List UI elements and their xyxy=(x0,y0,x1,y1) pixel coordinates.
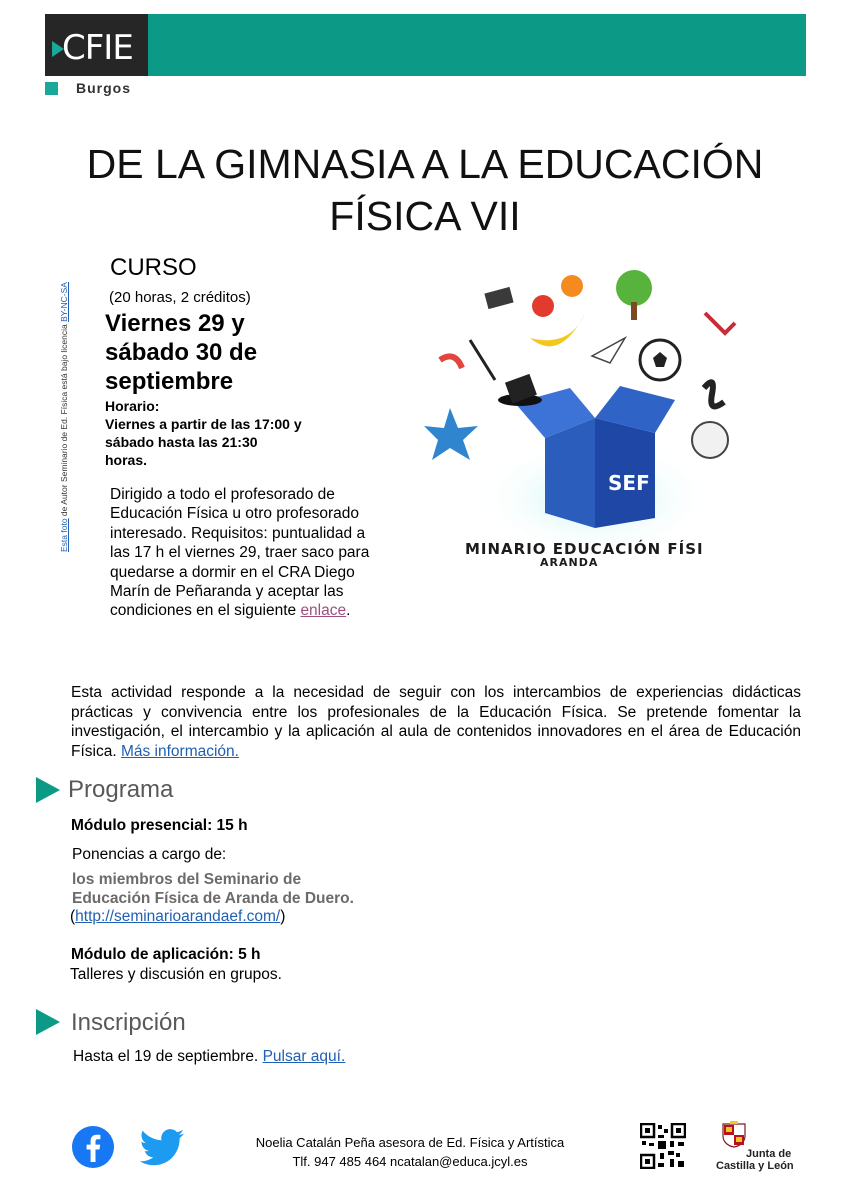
seminar-url-link[interactable]: http://seminarioarandaef.com/ xyxy=(75,908,281,925)
paper-plane-icon xyxy=(592,338,625,363)
audience-end: . xyxy=(346,602,351,620)
inscripcion-line xyxy=(73,1048,345,1066)
tree-icon xyxy=(616,270,652,306)
intro-text: Esta actividad responde a la necesidad de seguir con los intercambios de experiencias didácticas prácticas y convivencia entre los profesionales de la Educación Física. Se pretende fomentar la investigación, el intercambio y la aplicación al aula de contenidos innovadores en el área de Educación Física. xyxy=(71,684,801,760)
orange-icon xyxy=(561,275,583,297)
ribbon-icon xyxy=(440,356,462,368)
ponencias-label: Ponencias a cargo de: xyxy=(72,846,227,863)
box-label: SEF xyxy=(608,471,650,495)
register-link[interactable]: Pulsar aquí. xyxy=(262,1048,346,1065)
image-caption-1: MINARIO EDUCACIÓN FÍSI xyxy=(465,540,704,558)
speakers-line-1: los miembros del Seminario de xyxy=(72,871,302,888)
course-schedule xyxy=(105,397,345,469)
junta-logo xyxy=(716,1148,794,1172)
inscripcion-heading: Inscripción xyxy=(71,1009,186,1036)
schedule-line-2: sábado hasta las 21:30 xyxy=(105,434,258,450)
banana-icon xyxy=(530,313,585,346)
seminar-illustration xyxy=(420,268,750,588)
credit-photo-link[interactable]: Esta foto xyxy=(59,518,69,552)
programa-arrow-icon xyxy=(36,777,60,803)
twitter-icon[interactable] xyxy=(139,1129,185,1167)
course-type: CURSO xyxy=(110,254,197,281)
qr-code-icon[interactable] xyxy=(640,1123,686,1169)
junta-shield-icon xyxy=(722,1121,746,1148)
header-bar xyxy=(45,14,806,76)
talleres-text: Talleres y discusión en grupos. xyxy=(70,966,282,983)
hurdle-icon xyxy=(705,313,735,333)
logo-subtitle: Burgos xyxy=(76,80,131,96)
tree-trunk xyxy=(631,302,637,320)
facebook-icon[interactable] xyxy=(71,1125,115,1169)
dates-line-2: sábado 30 de xyxy=(105,339,258,366)
title-line-2: FÍSICA VII xyxy=(329,193,521,239)
module-presencial: Módulo presencial: 15 h xyxy=(71,817,248,834)
activity-description xyxy=(71,683,801,761)
logo-text: CFIE xyxy=(62,28,133,68)
apple-icon xyxy=(532,295,554,317)
star-icon xyxy=(424,408,478,460)
course-hours: (20 horas, 2 créditos) xyxy=(109,289,251,306)
dates-line-3: septiembre xyxy=(105,368,234,395)
contact-info xyxy=(230,1133,590,1171)
url-open: ( xyxy=(70,908,76,925)
schedule-line-1: Viernes a partir de las 17:00 y xyxy=(105,416,302,432)
junta-line-2: Castilla y León xyxy=(716,1160,794,1172)
credit-license-link[interactable]: BY-NC-SA xyxy=(59,282,69,322)
inscripcion-arrow-icon xyxy=(36,1009,60,1035)
mortarboard-icon xyxy=(484,287,513,309)
credit-text: de Autor Seminario de Ed. Física está bajo licencia xyxy=(59,321,69,519)
audience-text: Dirigido a todo el profesorado de Educación Física u otro profesorado interesado. Requisitos: puntualidad a las 17 h el viernes 29, traer saco para quedarse a dormir en el CRA Diego Marín de Peñaranda y aceptar las condiciones en el siguiente xyxy=(110,486,370,620)
programa-heading: Programa xyxy=(68,776,174,803)
page-title xyxy=(40,138,810,242)
course-dates xyxy=(105,309,365,396)
image-caption-2: ARANDA xyxy=(540,556,599,569)
dates-line-1: Viernes 29 y xyxy=(105,310,245,337)
contact-name: Noelia Catalán Peña asesora de Ed. Física y Artística xyxy=(255,1135,565,1150)
baton-icon xyxy=(470,340,495,380)
title-line-1: DE LA GIMNASIA A LA EDUCACIÓN xyxy=(86,141,764,187)
volleyball-icon xyxy=(692,422,728,458)
inscripcion-text: Hasta el 19 de septiembre. xyxy=(73,1048,263,1065)
logo-square xyxy=(45,82,58,95)
module-aplicacion: Módulo de aplicación: 5 h xyxy=(71,946,261,963)
schedule-label: Horario: xyxy=(105,398,160,414)
contact-phone-email: Tlf. 947 485 464 ncatalan@educa.jcyl.es xyxy=(292,1154,528,1169)
more-info-link[interactable]: Más información. xyxy=(120,742,239,760)
schedule-line-3: horas. xyxy=(105,452,148,468)
conditions-link[interactable]: enlace xyxy=(300,602,347,620)
speakers xyxy=(72,870,392,908)
figure-eight-icon xyxy=(704,382,724,406)
audience-description xyxy=(110,485,370,621)
junta-line-1: Junta de xyxy=(746,1148,792,1160)
seminar-url-line xyxy=(70,908,285,926)
photo-credit xyxy=(59,282,75,560)
speakers-line-2: Educación Física de Aranda de Duero. xyxy=(72,890,354,907)
url-close: ) xyxy=(280,908,286,925)
